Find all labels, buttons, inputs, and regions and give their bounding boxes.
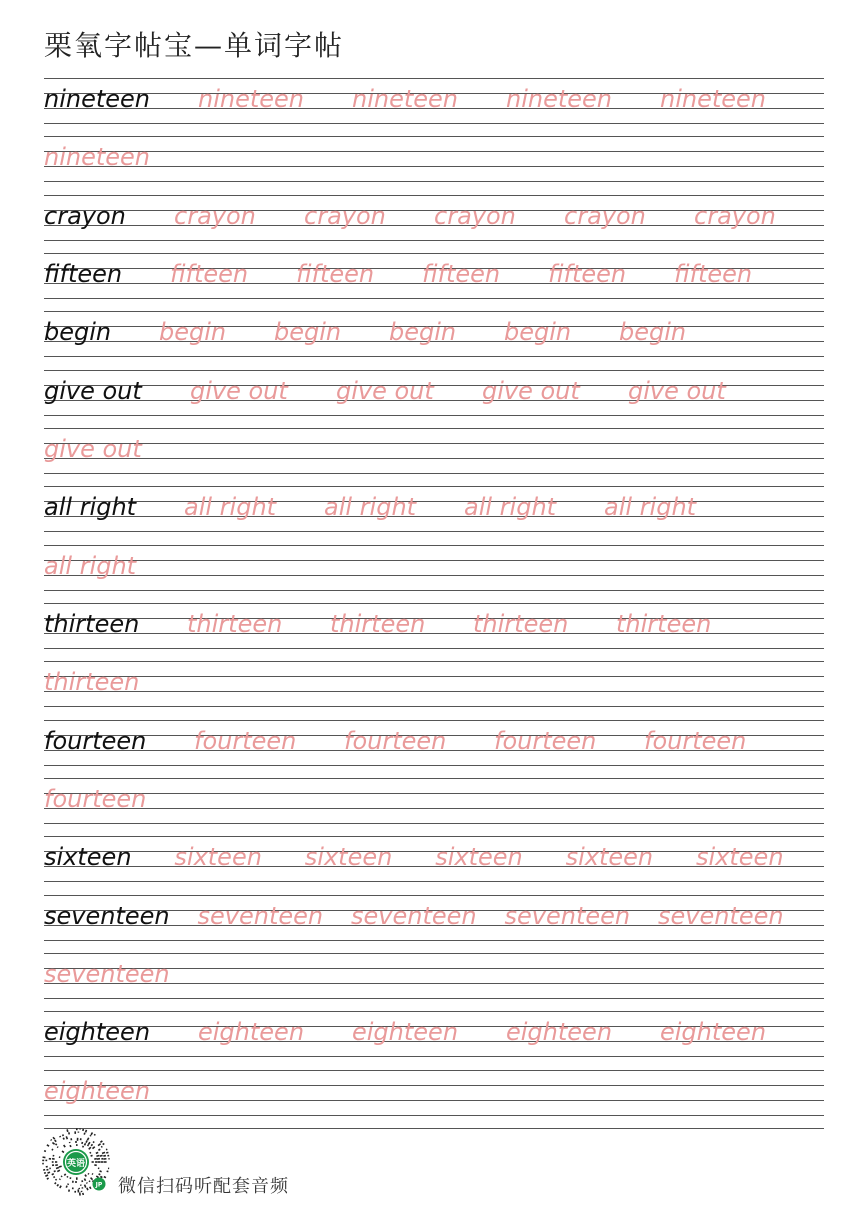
trace-word: seventeen [44,959,170,988]
ruled-line [44,253,824,254]
trace-word: fourteen [494,726,597,755]
trace-word: all right [184,493,277,522]
ruled-line [44,706,824,707]
trace-word: all right [464,493,557,522]
ruled-line [44,603,824,604]
ruled-line [44,1070,824,1071]
footer-caption: 微信扫码听配套音频 [118,1176,289,1197]
trace-word: thirteen [473,609,569,638]
practice-row [44,253,824,311]
practice-row [44,836,824,894]
trace-word: nineteen [506,85,613,113]
trace-word: give out [44,434,142,463]
trace-word: eighteen [352,1018,459,1047]
ruled-line [44,545,824,546]
trace-word: fourteen [194,726,297,755]
badge-label: 英语 [66,1159,86,1169]
trace-word: fifteen [674,259,753,288]
trace-word: begin [619,318,687,347]
ruled-line [44,1100,824,1101]
trace-word: begin [504,318,572,347]
trace-word: fifteen [422,259,501,288]
trace-word: thirteen [44,668,140,697]
model-word: sixteen [44,843,132,872]
trace-word: eighteen [198,1018,305,1047]
ruled-line [44,778,824,779]
ruled-line [44,998,824,999]
model-word: seventeen [44,901,170,930]
trace-word: seventeen [351,901,477,930]
trace-word: crayon [694,201,776,230]
ruled-line [44,691,824,692]
model-word: fifteen [44,259,123,288]
trace-word: nineteen [198,85,305,113]
ruled-line [44,1056,824,1057]
practice-row [44,778,824,836]
trace-word: begin [274,318,342,347]
ruled-line [44,808,824,809]
ruled-line [44,78,824,79]
ruled-line [44,661,824,662]
trace-word: fourteen [44,784,147,813]
practice-row [44,603,824,661]
model-word: give out [44,376,142,405]
ruled-line [44,428,824,429]
trace-word: give out [190,376,288,405]
trace-word: all right [324,493,417,522]
model-word: crayon [44,201,126,230]
trace-word: thirteen [187,609,283,638]
model-word: fourteen [44,726,147,755]
trace-word: nineteen [660,85,767,113]
ruled-line [44,370,824,371]
ruled-line [44,881,824,882]
ruled-line [44,940,824,941]
ruled-line [44,720,824,721]
practice-row [44,953,824,1011]
ruled-line [44,836,824,837]
trace-word: nineteen [352,85,459,113]
trace-word: crayon [434,201,516,230]
ruled-line [44,240,824,241]
ruled-line [44,486,824,487]
practice-row [44,661,824,719]
trace-word: crayon [564,201,646,230]
practice-row [44,1070,824,1128]
trace-word: seventeen [197,901,324,930]
ruled-line [44,415,824,416]
practice-row [44,370,824,428]
ruled-line [44,311,824,312]
ruled-line [44,590,824,591]
ruled-line [44,823,824,824]
ruled-line [44,356,824,357]
ruled-line [44,458,824,459]
practice-row [44,720,824,778]
practice-row [44,486,824,544]
page-title: 栗氧字帖宝—单词字帖 [44,29,345,62]
ruled-line [44,1128,824,1129]
ruled-line [44,516,824,517]
ruled-line [44,1011,824,1012]
trace-word: fourteen [344,726,447,755]
trace-word: give out [628,376,726,405]
trace-word: crayon [174,201,256,230]
ruled-line [44,765,824,766]
trace-word: thirteen [616,609,712,638]
ruled-line [44,298,824,299]
trace-word: crayon [304,201,386,230]
trace-word: begin [389,318,457,347]
ruled-line [44,531,824,532]
practice-row [44,311,824,369]
trace-word: give out [336,376,434,405]
trace-word: eighteen [506,1018,613,1047]
trace-word: sixteen [435,843,523,872]
trace-word: fifteen [296,259,375,288]
practice-row [44,895,824,953]
ruled-line [44,181,824,182]
trace-word: eighteen [660,1018,767,1047]
ruled-line [44,648,824,649]
trace-word: all right [44,551,137,580]
practice-row [44,136,824,194]
trace-word: fifteen [548,259,627,288]
trace-word: give out [482,376,580,405]
practice-row [44,1011,824,1069]
trace-word: seventeen [658,901,784,930]
ruled-line [44,501,824,502]
ruled-line [44,473,824,474]
trace-word: sixteen [565,843,654,872]
trace-word: seventeen [504,901,631,930]
trace-word: sixteen [696,843,784,872]
ruled-line [44,166,824,167]
trace-word: eighteen [44,1076,151,1105]
model-word: nineteen [44,85,151,113]
practice-row [44,78,824,136]
ruled-line [44,676,824,677]
ruled-line [44,953,824,954]
trace-word: nineteen [44,143,151,172]
ruled-line [44,1085,824,1086]
trace-word: fourteen [644,726,747,755]
model-word: all right [44,493,137,522]
corner-label: JP [95,1181,103,1189]
ruled-line [44,575,824,576]
wechat-miniprogram-code [40,1126,112,1198]
ruled-line [44,123,824,124]
ruled-line [44,443,824,444]
trace-word: sixteen [174,843,262,872]
ruled-line [44,793,824,794]
ruled-line [44,1115,824,1116]
trace-word: thirteen [330,609,426,638]
practice-row [44,545,824,603]
trace-word: sixteen [304,843,393,872]
trace-word: begin [159,318,227,347]
trace-word: fifteen [170,259,249,288]
practice-row [44,428,824,486]
model-word: eighteen [44,1018,151,1047]
trace-word: all right [604,493,697,522]
ruled-line [44,895,824,896]
ruled-line [44,195,824,196]
ruled-line [44,560,824,561]
model-word: begin [44,318,112,347]
model-word: thirteen [44,609,140,638]
ruled-line [44,151,824,152]
practice-row [44,195,824,253]
ruled-line [44,136,824,137]
